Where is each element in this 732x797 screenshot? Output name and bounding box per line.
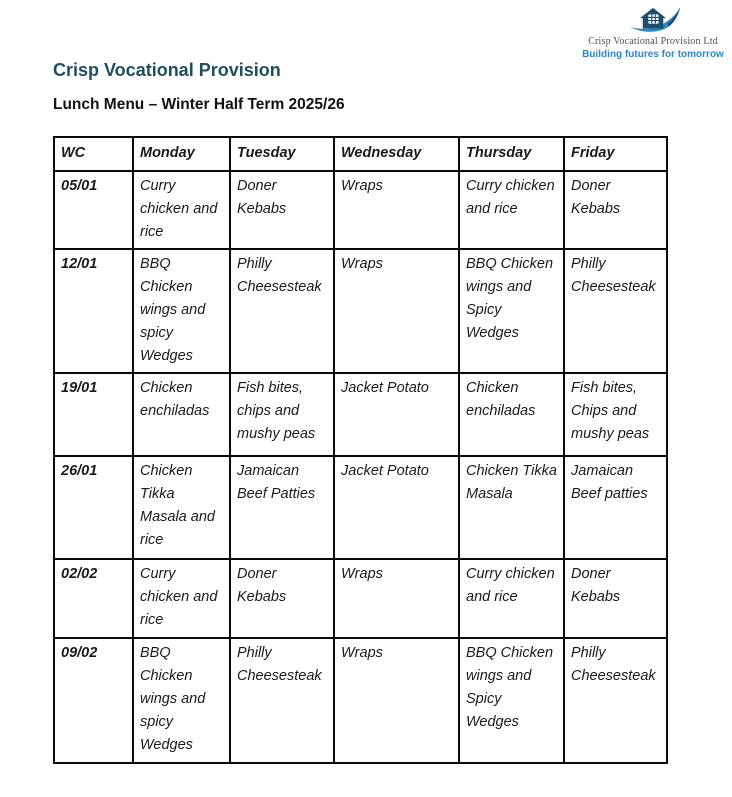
menu-cell-tuesday: Fish bites, chips and mushy peas: [230, 373, 334, 456]
company-tagline: Building futures for tomorrow: [582, 49, 724, 60]
house-swoosh-icon: [625, 5, 681, 35]
column-header-wc: WC: [54, 137, 133, 171]
menu-cell-friday: Philly Cheesesteak: [564, 638, 667, 763]
table-row: [54, 171, 667, 249]
row-date: 26/01: [54, 456, 133, 559]
menu-cell-tuesday: Philly Cheesesteak: [230, 249, 334, 373]
menu-cell-thursday: BBQ Chicken wings and Spicy Wedges: [459, 638, 564, 763]
menu-cell-wednesday: Jacket Potato: [334, 373, 459, 456]
column-header-friday: Friday: [564, 137, 667, 171]
menu-cell-wednesday: Jacket Potato: [334, 456, 459, 559]
row-date: 09/02: [54, 638, 133, 763]
table-row: [54, 373, 667, 456]
lunch-menu-table: [53, 136, 668, 764]
column-header-tuesday: Tuesday: [230, 137, 334, 171]
column-header-thursday: Thursday: [459, 137, 564, 171]
menu-cell-thursday: Curry chicken and rice: [459, 171, 564, 249]
menu-cell-thursday: Chicken enchiladas: [459, 373, 564, 456]
menu-cell-monday: BBQ Chicken wings and spicy Wedges: [133, 638, 230, 763]
menu-cell-monday: Chicken enchiladas: [133, 373, 230, 456]
menu-cell-tuesday: Jamaican Beef Patties: [230, 456, 334, 559]
menu-cell-wednesday: Wraps: [334, 249, 459, 373]
header-row: [54, 137, 667, 171]
page-title: Crisp Vocational Provision: [53, 60, 281, 80]
menu-cell-wednesday: Wraps: [334, 559, 459, 638]
menu-cell-monday: Chicken Tikka Masala and rice: [133, 456, 230, 559]
table-row: [54, 456, 667, 559]
menu-cell-tuesday: Philly Cheesesteak: [230, 638, 334, 763]
menu-cell-wednesday: Wraps: [334, 171, 459, 249]
table-row: [54, 249, 667, 373]
menu-cell-friday: Philly Cheesesteak: [564, 249, 667, 373]
menu-cell-tuesday: Doner Kebabs: [230, 559, 334, 638]
menu-cell-tuesday: Doner Kebabs: [230, 171, 334, 249]
menu-cell-friday: Doner Kebabs: [564, 559, 667, 638]
row-date: 19/01: [54, 373, 133, 456]
menu-cell-thursday: BBQ Chicken wings and Spicy Wedges: [459, 249, 564, 373]
menu-cell-thursday: Chicken Tikka Masala: [459, 456, 564, 559]
row-date: 05/01: [54, 171, 133, 249]
table-row: [54, 638, 667, 763]
menu-cell-wednesday: Wraps: [334, 638, 459, 763]
page-subtitle: Lunch Menu – Winter Half Term 2025/26: [53, 96, 345, 113]
menu-cell-friday: Fish bites, Chips and mushy peas: [564, 373, 667, 456]
menu-cell-monday: Curry chicken and rice: [133, 559, 230, 638]
column-header-monday: Monday: [133, 137, 230, 171]
column-header-wednesday: Wednesday: [334, 137, 459, 171]
menu-cell-monday: Curry chicken and rice: [133, 171, 230, 249]
row-date: 12/01: [54, 249, 133, 373]
menu-cell-friday: Doner Kebabs: [564, 171, 667, 249]
table-row: [54, 559, 667, 638]
company-logo: [578, 5, 728, 60]
menu-cell-friday: Jamaican Beef patties: [564, 456, 667, 559]
menu-cell-monday: BBQ Chicken wings and spicy Wedges: [133, 249, 230, 373]
row-date: 02/02: [54, 559, 133, 638]
menu-cell-thursday: Curry chicken and rice: [459, 559, 564, 638]
company-name: Crisp Vocational Provision Ltd: [588, 36, 718, 47]
